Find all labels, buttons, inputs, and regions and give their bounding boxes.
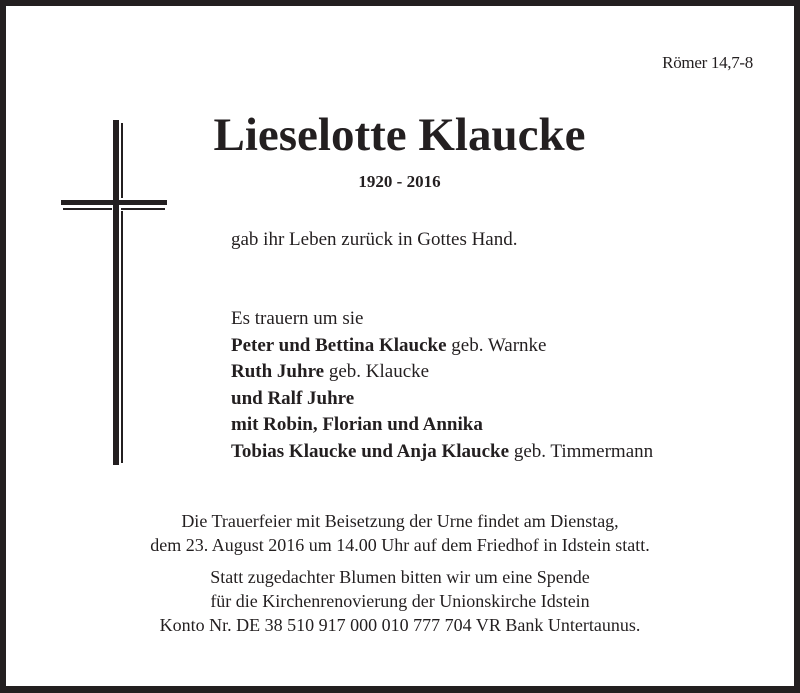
life-dates: 1920 - 2016 bbox=[358, 172, 441, 191]
funeral-service-info bbox=[0, 509, 800, 557]
mourners-intro: Es trauern um sie bbox=[231, 308, 364, 329]
subtitle: gab ihr Leben zurück in Gottes Hand. bbox=[231, 229, 518, 250]
cross-horizontal-shadow-left bbox=[63, 208, 112, 210]
mourner-line bbox=[231, 386, 653, 413]
donation-line: Statt zugedachter Blumen bitten wir um eine Spende bbox=[210, 567, 590, 587]
cross-horizontal-bar bbox=[61, 200, 167, 205]
mourner-note: geb. Timmermann bbox=[509, 440, 654, 462]
mourner-name: Ruth Juhre bbox=[231, 361, 325, 382]
mourner-name: mit Robin, Florian und Annika bbox=[231, 414, 483, 435]
life-dates-block bbox=[0, 172, 800, 192]
deceased-name-block bbox=[0, 108, 800, 162]
cross-horizontal-shadow-right bbox=[121, 208, 165, 210]
mourner-name: und Ralf Juhre bbox=[231, 387, 355, 409]
cross-vertical-shadow-bottom bbox=[121, 211, 123, 463]
mourner-name: Peter und Bettina Klaucke bbox=[231, 334, 447, 356]
deceased-name: Lieselotte Klaucke bbox=[213, 109, 586, 161]
donation-info bbox=[0, 565, 800, 637]
mourners-list bbox=[231, 306, 653, 465]
donation-line: Konto Nr. DE 38 510 917 000 010 777 704 VR Bank Untertaunus. bbox=[159, 615, 641, 635]
bible-reference: Römer 14,7-8 bbox=[662, 53, 753, 72]
donation-line: für die Kirchenrenovierung der Unionskirche Idstein bbox=[210, 591, 590, 611]
service-line: Die Trauerfeier mit Beisetzung der Urne findet am Dienstag, bbox=[181, 511, 619, 531]
service-line: dem 23. August 2016 um 14.00 Uhr auf dem Friedhof in Idstein statt. bbox=[150, 535, 650, 555]
mourner-line bbox=[231, 439, 653, 466]
mourner-line bbox=[231, 359, 653, 386]
mourner-note: geb. Warnke bbox=[446, 334, 547, 356]
mourner-note: geb. Klaucke bbox=[324, 361, 430, 382]
mourner-line bbox=[231, 333, 653, 360]
mourner-line bbox=[231, 412, 653, 439]
mourner-name: Tobias Klaucke und Anja Klaucke bbox=[231, 440, 510, 462]
